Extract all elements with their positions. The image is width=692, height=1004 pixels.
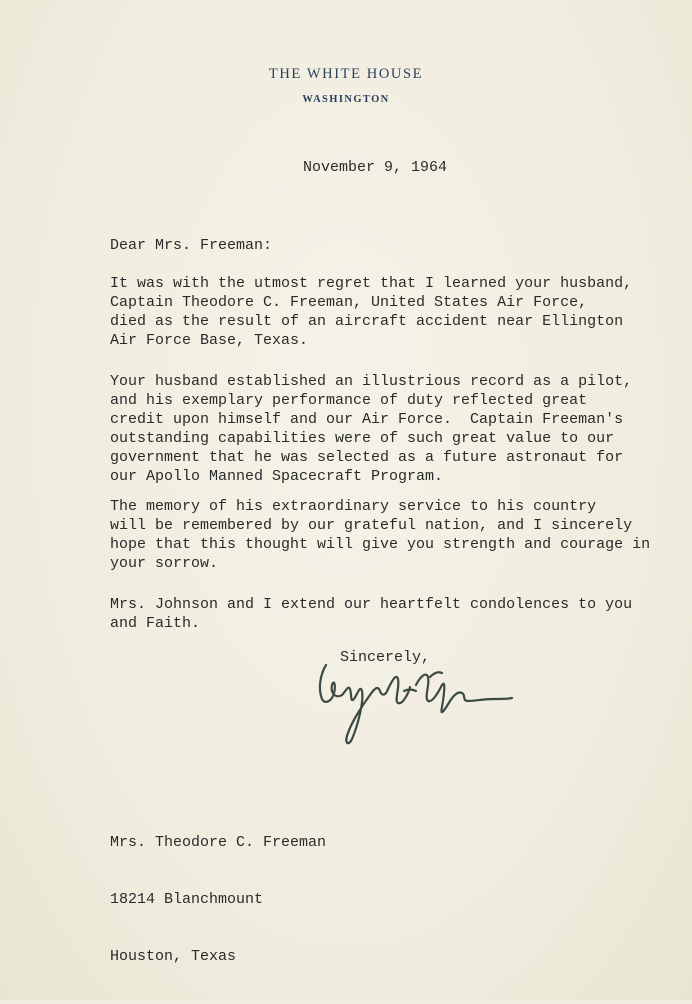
- handwritten-signature: [312, 655, 522, 760]
- letterhead-title: THE WHITE HOUSE: [268, 66, 424, 82]
- letter-date: November 9, 1964: [303, 159, 448, 176]
- address-line: Mrs. Theodore C. Freeman: [110, 834, 327, 851]
- paragraph-2: Your husband established an illustrious record as a pilot, and his exemplary performance of duty reflected great credit upon himself and our Air Force. Captain Freeman's outstanding capabilities were of such great value to our government that he was selected as a future astronaut for our Apollo Manned Spacecraft Program.: [110, 373, 633, 485]
- paragraph-4: Mrs. Johnson and I extend our heartfelt condolences to you and Faith.: [110, 596, 633, 632]
- paragraph-1: It was with the utmost regret that I learned your husband, Captain Theodore C. Freeman, United States Air Force, died as the result of an aircraft accident near Ellington Air Force Base, Texas.: [110, 275, 633, 349]
- recipient-address: [110, 795, 326, 1004]
- letterhead-subtitle: WASHINGTON: [302, 94, 390, 105]
- closing: Sincerely,: [340, 649, 431, 666]
- salutation: Dear Mrs. Freeman:: [110, 237, 273, 254]
- paragraph-3: The memory of his extraordinary service to his country will be remembered by our grateful nation, and I sincerely hope that this thought will give you strength and courage in your sorrow.: [110, 498, 651, 572]
- address-line: 18214 Blanchmount: [110, 891, 264, 908]
- address-line: Houston, Texas: [110, 948, 237, 965]
